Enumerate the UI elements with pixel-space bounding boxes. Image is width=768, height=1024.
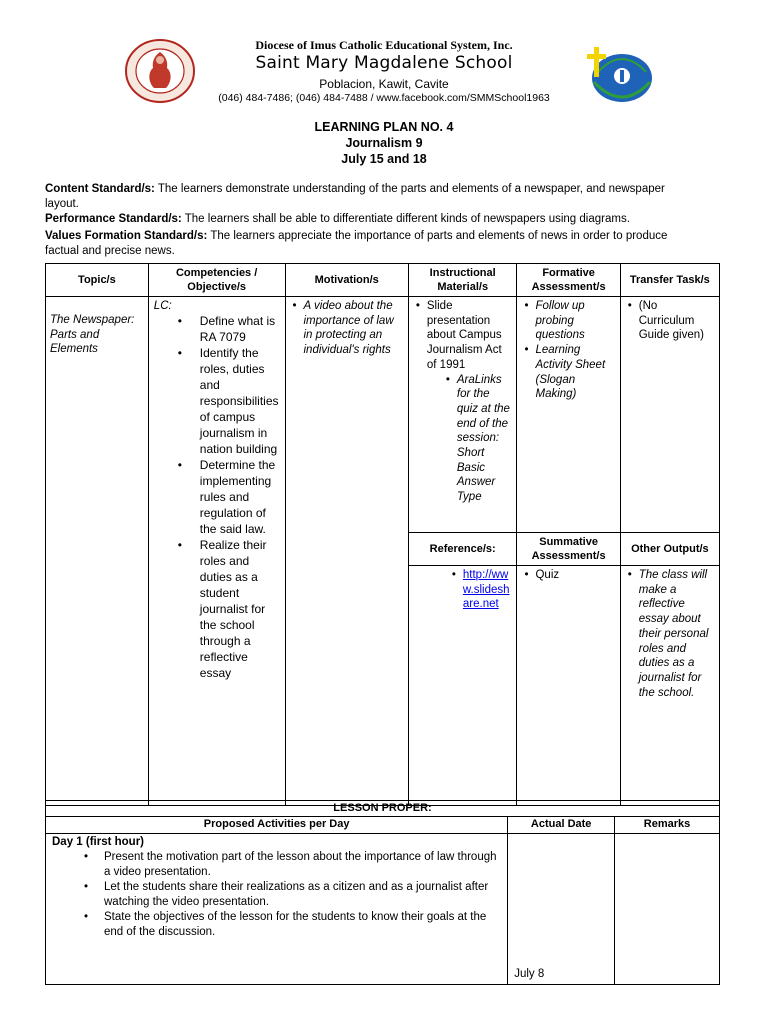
other-output-cell	[620, 566, 719, 806]
school-contact: (046) 484-7486; (046) 484-7488 / www.facebook.com/SMMSchool1963	[218, 92, 550, 104]
learning-plan-table	[45, 263, 720, 806]
motivation-item: • A video about the importance of law in protecting an individual's rights	[304, 299, 404, 358]
header-formative: Formative Assessment/s	[517, 264, 620, 297]
formative-item: • Learning Activity Sheet (Slogan Making)	[535, 343, 615, 402]
competency-item: • Determine the implementing rules and regulation of the said law.	[200, 457, 279, 537]
day1-date: July 8	[508, 834, 615, 985]
content-standard: Content Standard/s: The learners demonstrate understanding of the parts and elements of a newspaper, and newspaper layout.	[45, 183, 665, 210]
reference-cell	[408, 566, 517, 806]
day1-item: • State the objectives of the lesson for the students to know their goals at the end of the discussion.	[104, 910, 501, 940]
plan-dates: July 15 and 18	[341, 152, 427, 166]
header-instructional: Instructional Material/s	[408, 264, 517, 297]
instructional-subitem: • AraLinks for the quiz at the end of the session: Short Basic Answer Type	[457, 373, 513, 505]
header-transfer: Transfer Task/s	[620, 264, 719, 297]
formative-cell	[517, 297, 620, 533]
performance-standard: Performance Standard/s: The learners shall be able to differentiate different kinds of newspapers using diagrams.	[45, 213, 630, 225]
header-motivation: Motivation/s	[285, 264, 408, 297]
topic-cell: The Newspaper: Parts and Elements	[46, 297, 149, 806]
competencies-list	[154, 313, 279, 681]
day1-label: Day 1 (first hour)	[52, 836, 145, 848]
col-actual-date: Actual Date	[508, 817, 615, 834]
reference-link[interactable]: http://www.slideshare.net	[462, 569, 510, 611]
summative-cell	[517, 566, 620, 806]
diocese-name: Diocese of Imus Catholic Educational System, Inc.	[255, 38, 513, 52]
competencies-cell: LC: • Define what is RA 7079 • Identify the roles, duties and responsibilities of campus journalism in nation building • Determine the implementing rules and regulation of the said law. • Realize their roles and duties as a student journalist for the school through a reflective essay	[148, 297, 285, 806]
lesson-proper-label: LESSON PROPER:	[46, 801, 720, 817]
motivation-cell	[285, 297, 408, 806]
col-remarks: Remarks	[615, 817, 720, 834]
lesson-proper-table	[45, 800, 720, 985]
day1-item: • Present the motivation part of the lesson about the importance of law through a video presentation.	[104, 850, 501, 880]
day1-activities	[46, 834, 508, 985]
day1-item: • Let the students share their realizations as a citizen and as a journalist after watching the video presentation.	[104, 880, 501, 910]
formative-item: • Follow up probing questions	[535, 299, 615, 343]
day1-list	[52, 850, 501, 940]
summative-item: • Quiz	[535, 568, 615, 583]
header-topic: Topic/s	[46, 264, 149, 297]
competency-item: • Realize their roles and duties as a student journalist for the school through a reflective essay	[200, 537, 279, 681]
transfer-item: • (No Curriculum Guide given)	[639, 299, 715, 343]
plan-subject: Journalism 9	[345, 136, 423, 150]
school-address: Poblacion, Kawit, Cavite	[319, 77, 449, 91]
header-reference: Reference/s:	[408, 533, 517, 566]
instructional-cell	[408, 297, 517, 533]
instructional-item: • Slide presentation about Campus Journalism Act of 1991 • AraLinks for the quiz at the end of the session: Short Basic Answer Type	[427, 299, 513, 505]
header-summative: Summative Assessment/s	[517, 533, 620, 566]
day1-remarks	[615, 834, 720, 985]
transfer-cell	[620, 297, 719, 533]
plan-number: LEARNING PLAN NO. 4	[314, 120, 454, 134]
other-output-item: • The class will make a reflective essay about their personal roles and duties as a journalist for the school.	[639, 568, 715, 700]
header-competencies: Competencies / Objective/s	[148, 264, 285, 297]
col-activities: Proposed Activities per Day	[46, 817, 508, 834]
competency-item: • Identify the roles, duties and responsibilities of campus journalism in nation building	[200, 345, 279, 457]
school-name: Saint Mary Magdalene School	[255, 53, 513, 73]
header-other-output: Other Output/s	[620, 533, 719, 566]
values-standard: Values Formation Standard/s: The learners appreciate the importance of parts and elements of news in order to produce factual and precise news.	[45, 230, 668, 257]
competency-item: • Define what is RA 7079	[200, 313, 279, 345]
reference-item	[463, 568, 513, 612]
